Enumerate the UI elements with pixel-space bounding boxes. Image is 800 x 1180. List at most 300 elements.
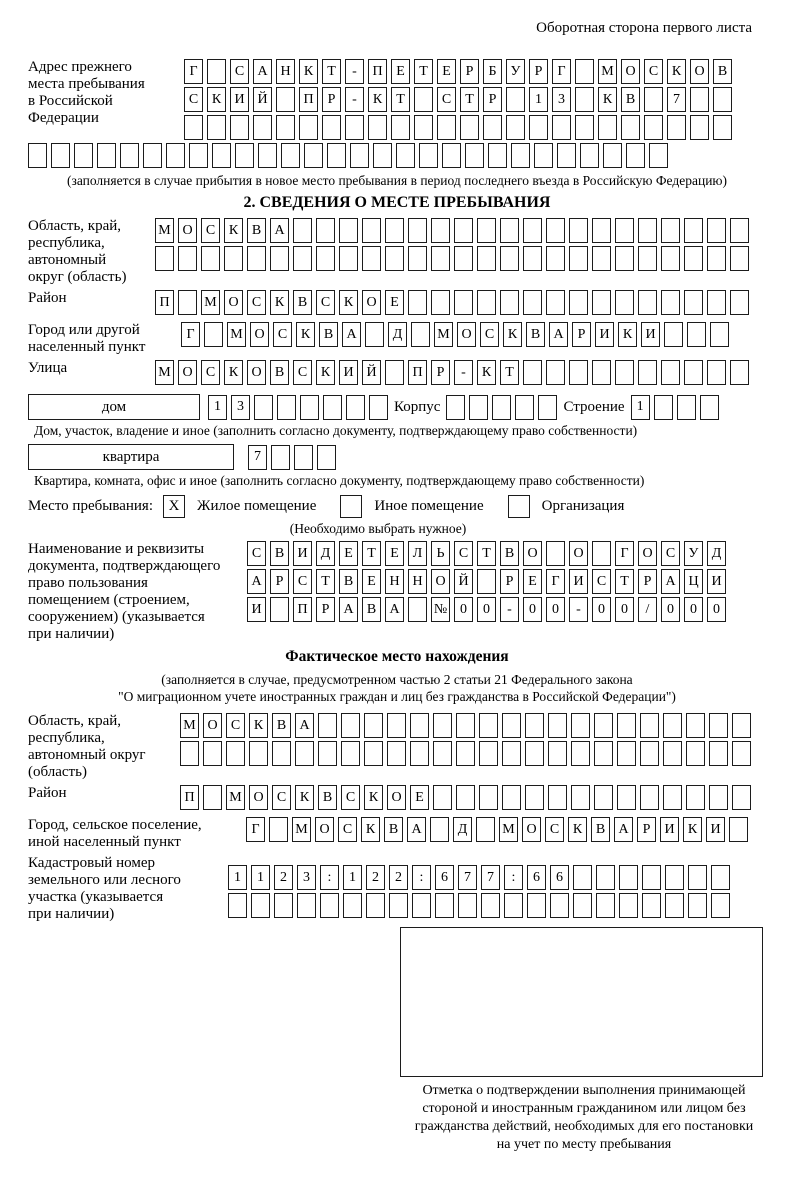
char-cell[interactable] <box>684 218 703 243</box>
char-cell[interactable]: П <box>293 597 312 622</box>
char-cell[interactable]: : <box>412 865 431 890</box>
char-cell[interactable] <box>224 246 243 271</box>
char-cell[interactable]: Е <box>437 59 456 84</box>
char-cell[interactable] <box>207 59 226 84</box>
char-cell[interactable]: 2 <box>366 865 385 890</box>
char-cell[interactable]: Т <box>477 541 496 566</box>
char-cell[interactable] <box>350 143 369 168</box>
char-cell[interactable]: С <box>341 785 360 810</box>
char-cell[interactable] <box>571 785 590 810</box>
char-cell[interactable] <box>476 817 495 842</box>
char-cell[interactable]: О <box>224 290 243 315</box>
char-cell[interactable] <box>458 893 477 918</box>
char-cell[interactable] <box>661 290 680 315</box>
char-cell[interactable] <box>684 360 703 385</box>
char-cell[interactable] <box>479 785 498 810</box>
char-cell[interactable] <box>207 115 226 140</box>
char-cell[interactable]: 0 <box>546 597 565 622</box>
char-cell[interactable] <box>626 143 645 168</box>
char-cell[interactable] <box>688 865 707 890</box>
char-cell[interactable]: Р <box>316 597 335 622</box>
char-cell[interactable] <box>410 741 429 766</box>
char-cell[interactable]: К <box>224 218 243 243</box>
char-cell[interactable] <box>615 360 634 385</box>
char-cell[interactable] <box>690 115 709 140</box>
checkbox-cell[interactable]: X <box>163 495 185 518</box>
char-cell[interactable]: К <box>361 817 380 842</box>
char-cell[interactable]: 1 <box>208 395 227 420</box>
char-cell[interactable]: В <box>362 597 381 622</box>
char-cell[interactable] <box>276 87 295 112</box>
char-cell[interactable]: Р <box>322 87 341 112</box>
char-cell[interactable]: К <box>667 59 686 84</box>
char-cell[interactable]: И <box>660 817 679 842</box>
char-cell[interactable]: В <box>272 713 291 738</box>
char-cell[interactable]: - <box>345 59 364 84</box>
char-cell[interactable]: 2 <box>274 865 293 890</box>
char-cell[interactable]: / <box>638 597 657 622</box>
char-cell[interactable]: 3 <box>552 87 571 112</box>
char-cell[interactable] <box>477 218 496 243</box>
char-cell[interactable]: Т <box>316 569 335 594</box>
char-cell[interactable]: Е <box>385 290 404 315</box>
char-cell[interactable] <box>569 360 588 385</box>
char-cell[interactable]: А <box>247 569 266 594</box>
char-cell[interactable]: 0 <box>615 597 634 622</box>
char-cell[interactable]: В <box>713 59 732 84</box>
char-cell[interactable] <box>504 893 523 918</box>
char-cell[interactable] <box>500 246 519 271</box>
char-cell[interactable] <box>615 246 634 271</box>
char-cell[interactable]: В <box>293 290 312 315</box>
char-cell[interactable] <box>548 741 567 766</box>
char-cell[interactable] <box>408 290 427 315</box>
char-cell[interactable] <box>492 395 511 420</box>
char-cell[interactable]: М <box>180 713 199 738</box>
checkbox-cell[interactable] <box>508 495 530 518</box>
char-cell[interactable]: А <box>661 569 680 594</box>
char-cell[interactable] <box>527 893 546 918</box>
char-cell[interactable] <box>488 143 507 168</box>
char-cell[interactable]: Ц <box>684 569 703 594</box>
char-cell[interactable] <box>664 322 683 347</box>
char-cell[interactable]: Д <box>453 817 472 842</box>
char-cell[interactable] <box>385 246 404 271</box>
char-cell[interactable] <box>686 741 705 766</box>
char-cell[interactable] <box>454 218 473 243</box>
char-cell[interactable]: Р <box>270 569 289 594</box>
char-cell[interactable] <box>713 87 732 112</box>
char-cell[interactable] <box>254 395 273 420</box>
char-cell[interactable] <box>201 246 220 271</box>
char-cell[interactable]: Т <box>500 360 519 385</box>
char-cell[interactable]: О <box>621 59 640 84</box>
char-cell[interactable] <box>546 360 565 385</box>
char-cell[interactable] <box>120 143 139 168</box>
char-cell[interactable]: Е <box>391 59 410 84</box>
char-cell[interactable] <box>230 115 249 140</box>
char-cell[interactable]: В <box>319 322 338 347</box>
char-cell[interactable] <box>534 143 553 168</box>
char-cell[interactable] <box>385 360 404 385</box>
char-cell[interactable]: К <box>270 290 289 315</box>
char-cell[interactable] <box>412 893 431 918</box>
char-cell[interactable]: Т <box>391 87 410 112</box>
char-cell[interactable] <box>180 741 199 766</box>
char-cell[interactable] <box>732 713 751 738</box>
char-cell[interactable] <box>341 713 360 738</box>
char-cell[interactable] <box>707 290 726 315</box>
char-cell[interactable]: К <box>295 785 314 810</box>
char-cell[interactable] <box>270 597 289 622</box>
char-cell[interactable] <box>700 395 719 420</box>
char-cell[interactable] <box>477 569 496 594</box>
char-cell[interactable] <box>203 741 222 766</box>
char-cell[interactable]: Б <box>483 59 502 84</box>
char-cell[interactable] <box>711 865 730 890</box>
char-cell[interactable] <box>454 290 473 315</box>
char-cell[interactable]: П <box>180 785 199 810</box>
char-cell[interactable]: Л <box>408 541 427 566</box>
char-cell[interactable] <box>502 785 521 810</box>
char-cell[interactable] <box>346 395 365 420</box>
char-cell[interactable] <box>345 115 364 140</box>
char-cell[interactable] <box>366 893 385 918</box>
char-cell[interactable]: И <box>707 569 726 594</box>
char-cell[interactable]: Е <box>339 541 358 566</box>
char-cell[interactable] <box>684 246 703 271</box>
char-cell[interactable]: : <box>320 865 339 890</box>
char-cell[interactable]: С <box>293 569 312 594</box>
char-cell[interactable] <box>619 865 638 890</box>
char-cell[interactable] <box>523 290 542 315</box>
char-cell[interactable] <box>297 893 316 918</box>
char-cell[interactable]: В <box>270 541 289 566</box>
char-cell[interactable] <box>654 395 673 420</box>
char-cell[interactable]: К <box>598 87 617 112</box>
char-cell[interactable] <box>638 246 657 271</box>
char-cell[interactable] <box>730 246 749 271</box>
char-cell[interactable] <box>502 741 521 766</box>
char-cell[interactable] <box>573 865 592 890</box>
char-cell[interactable] <box>594 713 613 738</box>
char-cell[interactable] <box>730 218 749 243</box>
char-cell[interactable] <box>550 893 569 918</box>
char-cell[interactable] <box>276 115 295 140</box>
char-cell[interactable] <box>640 785 659 810</box>
char-cell[interactable] <box>596 865 615 890</box>
char-cell[interactable]: 0 <box>523 597 542 622</box>
char-cell[interactable]: И <box>706 817 725 842</box>
char-cell[interactable]: 7 <box>458 865 477 890</box>
char-cell[interactable] <box>387 741 406 766</box>
char-cell[interactable]: С <box>247 541 266 566</box>
char-cell[interactable] <box>431 290 450 315</box>
char-cell[interactable] <box>523 218 542 243</box>
char-cell[interactable] <box>456 741 475 766</box>
char-cell[interactable] <box>272 741 291 766</box>
char-cell[interactable] <box>479 713 498 738</box>
char-cell[interactable] <box>477 290 496 315</box>
char-cell[interactable]: 7 <box>667 87 686 112</box>
char-cell[interactable]: К <box>683 817 702 842</box>
char-cell[interactable]: С <box>201 218 220 243</box>
char-cell[interactable] <box>430 817 449 842</box>
char-cell[interactable] <box>271 445 290 470</box>
char-cell[interactable] <box>617 713 636 738</box>
char-cell[interactable]: 6 <box>435 865 454 890</box>
char-cell[interactable] <box>687 322 706 347</box>
char-cell[interactable]: М <box>434 322 453 347</box>
char-cell[interactable]: Г <box>181 322 200 347</box>
char-cell[interactable]: У <box>506 59 525 84</box>
char-cell[interactable] <box>339 246 358 271</box>
char-cell[interactable]: Й <box>362 360 381 385</box>
char-cell[interactable]: - <box>569 597 588 622</box>
char-cell[interactable]: П <box>155 290 174 315</box>
char-cell[interactable] <box>410 713 429 738</box>
char-cell[interactable]: Р <box>638 569 657 594</box>
char-cell[interactable]: С <box>545 817 564 842</box>
char-cell[interactable] <box>431 246 450 271</box>
char-cell[interactable]: А <box>407 817 426 842</box>
char-cell[interactable]: Н <box>385 569 404 594</box>
char-cell[interactable] <box>203 785 222 810</box>
char-cell[interactable] <box>465 143 484 168</box>
char-cell[interactable] <box>339 218 358 243</box>
char-cell[interactable]: 7 <box>481 865 500 890</box>
char-cell[interactable] <box>500 218 519 243</box>
char-cell[interactable] <box>51 143 70 168</box>
char-cell[interactable]: С <box>437 87 456 112</box>
char-cell[interactable]: Р <box>572 322 591 347</box>
char-cell[interactable] <box>713 115 732 140</box>
char-cell[interactable] <box>644 87 663 112</box>
char-cell[interactable] <box>523 246 542 271</box>
char-cell[interactable] <box>235 143 254 168</box>
char-cell[interactable]: И <box>339 360 358 385</box>
char-cell[interactable]: - <box>454 360 473 385</box>
char-cell[interactable] <box>419 143 438 168</box>
char-cell[interactable] <box>454 246 473 271</box>
char-cell[interactable] <box>456 713 475 738</box>
char-cell[interactable] <box>316 246 335 271</box>
char-cell[interactable] <box>408 597 427 622</box>
char-cell[interactable] <box>364 713 383 738</box>
char-cell[interactable] <box>525 785 544 810</box>
char-cell[interactable] <box>548 713 567 738</box>
char-cell[interactable]: О <box>178 218 197 243</box>
char-cell[interactable] <box>592 246 611 271</box>
char-cell[interactable]: В <box>270 360 289 385</box>
char-cell[interactable] <box>615 290 634 315</box>
char-cell[interactable]: Ь <box>431 541 450 566</box>
char-cell[interactable]: Р <box>460 59 479 84</box>
char-cell[interactable] <box>640 713 659 738</box>
char-cell[interactable]: Т <box>362 541 381 566</box>
char-cell[interactable]: Й <box>454 569 473 594</box>
char-cell[interactable]: Н <box>408 569 427 594</box>
char-cell[interactable] <box>663 785 682 810</box>
char-cell[interactable] <box>569 246 588 271</box>
char-cell[interactable] <box>525 713 544 738</box>
char-cell[interactable] <box>571 741 590 766</box>
char-cell[interactable]: К <box>568 817 587 842</box>
char-cell[interactable] <box>479 741 498 766</box>
char-cell[interactable] <box>500 290 519 315</box>
char-cell[interactable] <box>642 865 661 890</box>
char-cell[interactable] <box>411 322 430 347</box>
char-cell[interactable]: Р <box>500 569 519 594</box>
char-cell[interactable] <box>28 143 47 168</box>
char-cell[interactable]: 7 <box>248 445 267 470</box>
char-cell[interactable] <box>619 893 638 918</box>
char-cell[interactable]: П <box>408 360 427 385</box>
char-cell[interactable] <box>688 893 707 918</box>
char-cell[interactable] <box>511 143 530 168</box>
char-cell[interactable]: С <box>644 59 663 84</box>
char-cell[interactable]: Г <box>615 541 634 566</box>
char-cell[interactable] <box>603 143 622 168</box>
char-cell[interactable] <box>323 395 342 420</box>
char-cell[interactable]: С <box>316 290 335 315</box>
char-cell[interactable]: С <box>480 322 499 347</box>
char-cell[interactable] <box>638 218 657 243</box>
char-cell[interactable] <box>709 713 728 738</box>
char-cell[interactable] <box>414 87 433 112</box>
char-cell[interactable]: 3 <box>297 865 316 890</box>
char-cell[interactable] <box>546 290 565 315</box>
char-cell[interactable]: И <box>293 541 312 566</box>
char-cell[interactable] <box>320 893 339 918</box>
char-cell[interactable] <box>686 785 705 810</box>
char-cell[interactable]: Г <box>184 59 203 84</box>
char-cell[interactable]: С <box>454 541 473 566</box>
char-cell[interactable] <box>446 395 465 420</box>
char-cell[interactable] <box>258 143 277 168</box>
char-cell[interactable] <box>617 741 636 766</box>
char-cell[interactable]: О <box>431 569 450 594</box>
char-cell[interactable]: М <box>598 59 617 84</box>
char-cell[interactable]: И <box>247 597 266 622</box>
char-cell[interactable] <box>469 395 488 420</box>
char-cell[interactable]: М <box>155 360 174 385</box>
char-cell[interactable] <box>548 785 567 810</box>
char-cell[interactable]: О <box>523 541 542 566</box>
char-cell[interactable]: А <box>339 597 358 622</box>
char-cell[interactable] <box>710 322 729 347</box>
char-cell[interactable] <box>408 246 427 271</box>
char-cell[interactable]: К <box>364 785 383 810</box>
char-cell[interactable]: В <box>247 218 266 243</box>
char-cell[interactable] <box>327 143 346 168</box>
char-cell[interactable]: В <box>339 569 358 594</box>
char-cell[interactable] <box>523 360 542 385</box>
char-cell[interactable]: О <box>249 785 268 810</box>
char-cell[interactable] <box>274 893 293 918</box>
char-cell[interactable]: О <box>690 59 709 84</box>
char-cell[interactable] <box>277 395 296 420</box>
char-cell[interactable]: В <box>318 785 337 810</box>
char-cell[interactable]: М <box>292 817 311 842</box>
char-cell[interactable]: М <box>499 817 518 842</box>
char-cell[interactable] <box>249 741 268 766</box>
char-cell[interactable]: О <box>203 713 222 738</box>
char-cell[interactable]: К <box>503 322 522 347</box>
char-cell[interactable]: Р <box>483 87 502 112</box>
char-cell[interactable] <box>506 87 525 112</box>
char-cell[interactable] <box>295 741 314 766</box>
char-cell[interactable] <box>387 713 406 738</box>
char-cell[interactable]: П <box>368 59 387 84</box>
char-cell[interactable] <box>293 218 312 243</box>
char-cell[interactable] <box>212 143 231 168</box>
char-cell[interactable]: О <box>178 360 197 385</box>
char-cell[interactable]: И <box>595 322 614 347</box>
char-cell[interactable] <box>707 218 726 243</box>
char-cell[interactable] <box>663 741 682 766</box>
char-cell[interactable]: У <box>684 541 703 566</box>
char-cell[interactable]: Р <box>637 817 656 842</box>
char-cell[interactable]: А <box>342 322 361 347</box>
char-cell[interactable]: А <box>295 713 314 738</box>
char-cell[interactable]: С <box>338 817 357 842</box>
char-cell[interactable] <box>317 445 336 470</box>
char-cell[interactable] <box>711 893 730 918</box>
char-cell[interactable]: К <box>339 290 358 315</box>
char-cell[interactable] <box>460 115 479 140</box>
char-cell[interactable]: - <box>500 597 519 622</box>
char-cell[interactable]: О <box>387 785 406 810</box>
char-cell[interactable]: К <box>477 360 496 385</box>
char-cell[interactable]: В <box>500 541 519 566</box>
char-cell[interactable] <box>575 87 594 112</box>
char-cell[interactable]: О <box>247 360 266 385</box>
char-cell[interactable]: Д <box>388 322 407 347</box>
char-cell[interactable] <box>322 115 341 140</box>
char-cell[interactable]: Е <box>410 785 429 810</box>
char-cell[interactable]: 1 <box>631 395 650 420</box>
char-cell[interactable]: Т <box>414 59 433 84</box>
char-cell[interactable] <box>640 741 659 766</box>
char-cell[interactable] <box>437 115 456 140</box>
char-cell[interactable]: 3 <box>231 395 250 420</box>
char-cell[interactable] <box>300 395 319 420</box>
char-cell[interactable] <box>97 143 116 168</box>
char-cell[interactable] <box>143 143 162 168</box>
char-cell[interactable] <box>677 395 696 420</box>
char-cell[interactable] <box>686 713 705 738</box>
char-cell[interactable]: С <box>201 360 220 385</box>
char-cell[interactable] <box>730 290 749 315</box>
char-cell[interactable]: С <box>293 360 312 385</box>
char-cell[interactable] <box>684 290 703 315</box>
char-cell[interactable] <box>299 115 318 140</box>
char-cell[interactable] <box>649 143 668 168</box>
char-cell[interactable] <box>155 246 174 271</box>
char-cell[interactable]: Е <box>385 541 404 566</box>
char-cell[interactable]: К <box>224 360 243 385</box>
char-cell[interactable] <box>341 741 360 766</box>
char-cell[interactable] <box>166 143 185 168</box>
char-cell[interactable]: Г <box>246 817 265 842</box>
char-cell[interactable]: Е <box>523 569 542 594</box>
char-cell[interactable]: И <box>230 87 249 112</box>
char-cell[interactable] <box>594 741 613 766</box>
checkbox-cell[interactable] <box>340 495 362 518</box>
char-cell[interactable]: 1 <box>228 865 247 890</box>
char-cell[interactable]: В <box>621 87 640 112</box>
